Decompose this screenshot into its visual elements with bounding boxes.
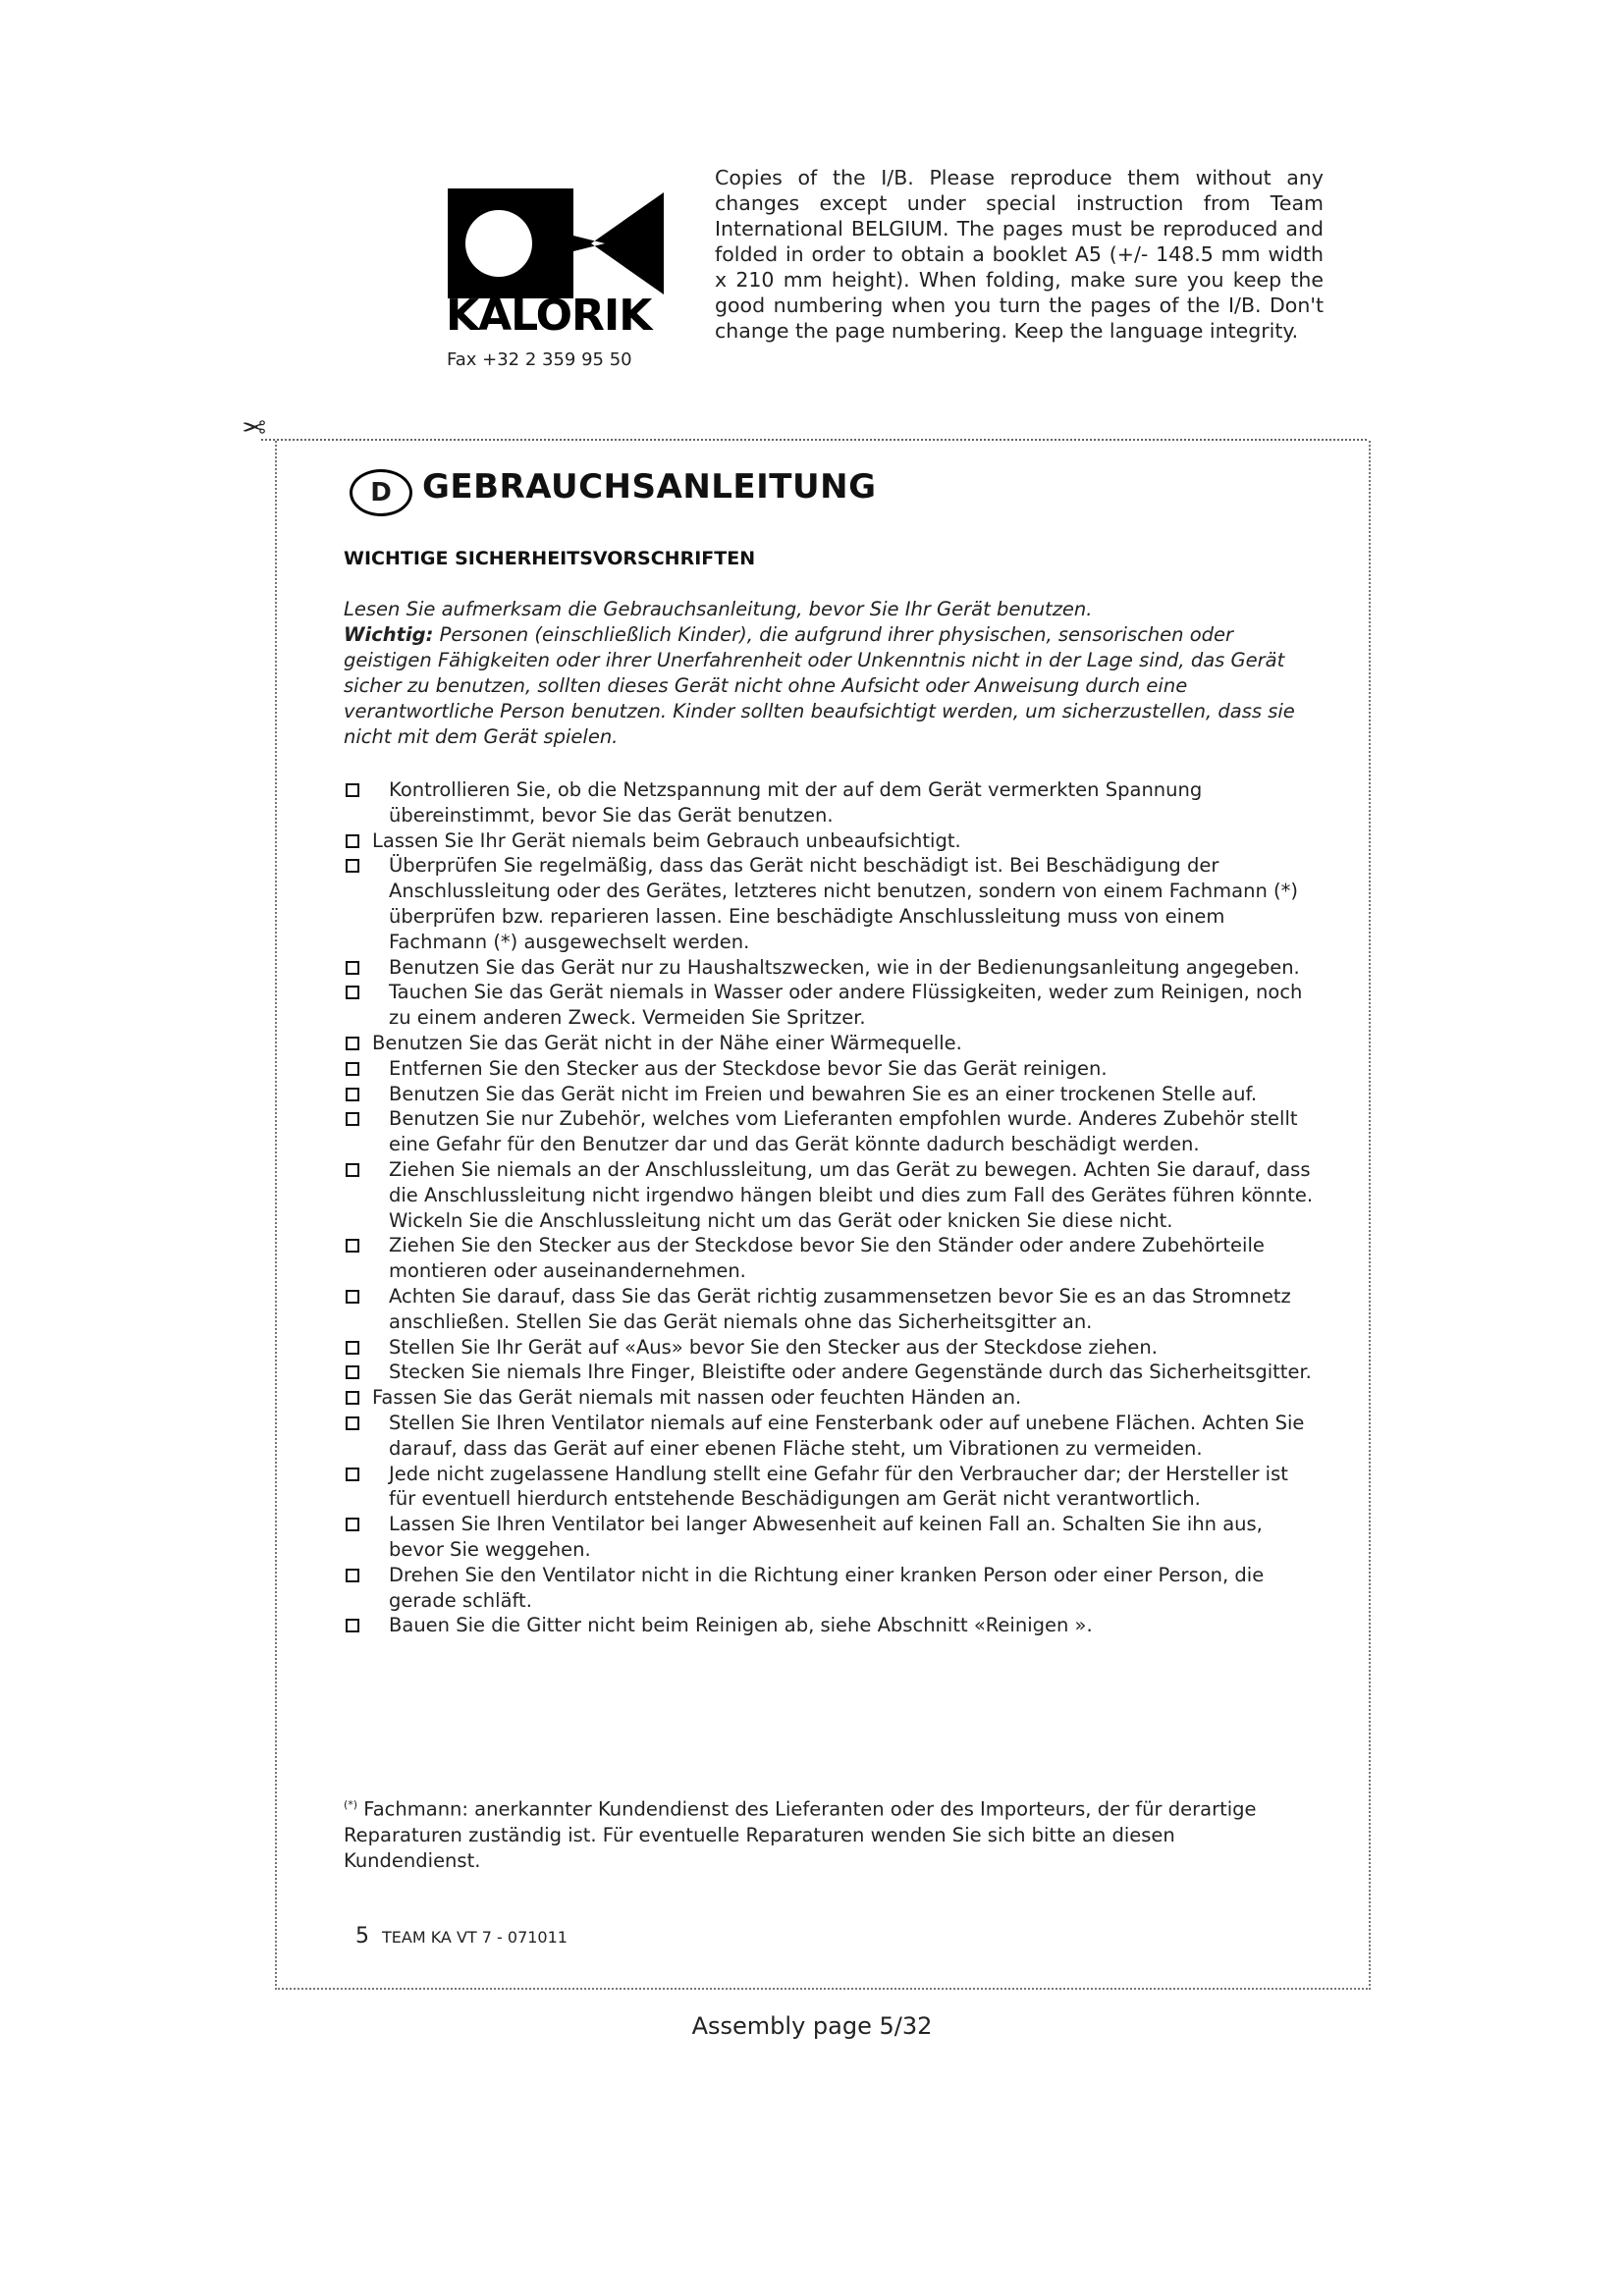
checkbox-icon xyxy=(346,986,359,999)
fax-number: Fax +32 2 359 95 50 xyxy=(447,349,632,370)
list-item: Benutzen Sie das Gerät nur zu Haushaltszwecken, wie in der Bedienungsanleitung angegeben. xyxy=(344,955,1316,981)
list-item: Jede nicht zugelassene Handlung stellt eine Gefahr für den Verbraucher dar; der Hersteller ist für eventuell hierdurch entstehende Beschädigungen am Gerät nicht verantwortlich. xyxy=(344,1462,1316,1513)
checkbox-icon xyxy=(346,1416,359,1430)
checkbox-icon xyxy=(346,1468,359,1481)
list-item: Überprüfen Sie regelmäßig, dass das Gerät nicht beschädigt ist. Bei Beschädigung der Anschlussleitung oder des Gerätes, letzteres nicht benutzen, sondern von einem Fachmann (*) überprüfen bzw. reparieren lassen. Eine beschädigte Anschlussleitung muss von einem Fachmann (*) ausgewechselt werden. xyxy=(344,853,1316,954)
list-item: Kontrollieren Sie, ob die Netzspannung mit der auf dem Gerät vermerkten Spannung übereinstimmt, bevor Sie das Gerät benutzen. xyxy=(344,777,1316,828)
checkbox-icon xyxy=(346,1518,359,1531)
intro-line: Lesen Sie aufmerksam die Gebrauchsanleitung, bevor Sie Ihr Gerät benutzen. xyxy=(344,598,1093,620)
page-number: 5 xyxy=(355,1924,369,1949)
page-footer xyxy=(355,1924,568,1949)
list-item: Bauen Sie die Gitter nicht beim Reinigen ab, siehe Abschnitt «Reinigen ». xyxy=(344,1613,1316,1638)
checkbox-icon xyxy=(346,1391,359,1405)
list-item: Lassen Sie Ihr Gerät niemals beim Gebrauch unbeaufsichtigt. xyxy=(344,828,1316,854)
scissors-icon: ✂ xyxy=(242,408,267,443)
checkbox-icon xyxy=(346,783,359,797)
copy-instructions: Copies of the I/B. Please reproduce them without any changes except under special instruction from Team International BELGIUM. The pages must be reproduced and folded in order to obtain a booklet A5 (+/- 148.5 mm width x 210 mm height). When folding, make sure you keep the good numbering when you turn the pages of the I/B. Don't change the page numbering. Keep the language integrity. xyxy=(715,166,1324,343)
footnote-text: Fachmann: anerkannter Kundendienst des Lieferanten oder des Importeurs, der für derartige Reparaturen zuständig ist. Für eventuelle Reparaturen wenden Sie sich bitte an diesen Kundendienst. xyxy=(344,1797,1257,1872)
checkbox-icon xyxy=(346,1341,359,1355)
list-item: Ziehen Sie niemals an der Anschlussleitung, um das Gerät zu bewegen. Achten Sie darauf, dass die Anschlussleitung nicht irgendwo hängen bleibt und dies zum Fall des Gerätes führen könnte. Wickeln Sie die Anschlussleitung nicht um das Gerät oder knicken Sie diese nicht. xyxy=(344,1157,1316,1233)
checkbox-icon xyxy=(346,834,359,848)
list-item: Benutzen Sie nur Zubehör, welches vom Lieferanten empfohlen wurde. Anderes Zubehör stellt eine Gefahr für den Benutzer dar und das Gerät könnte dadurch beschädigt werden. xyxy=(344,1106,1316,1157)
checkbox-icon xyxy=(346,961,359,975)
list-item: Benutzen Sie das Gerät nicht im Freien und bewahren Sie es an einer trockenen Stelle auf. xyxy=(344,1082,1316,1107)
checkbox-icon xyxy=(346,1239,359,1253)
list-item: Tauchen Sie das Gerät niemals in Wasser oder andere Flüssigkeiten, weder zum Reinigen, noch zu einem anderen Zweck. Vermeiden Sie Spritzer. xyxy=(344,980,1316,1031)
safety-rules-list xyxy=(344,777,1316,1638)
list-item: Benutzen Sie das Gerät nicht in der Nähe einer Wärmequelle. xyxy=(344,1031,1316,1056)
assembly-page-label: Assembly page 5/32 xyxy=(691,2012,933,2040)
footnote-mark: (*) xyxy=(344,1798,358,1811)
intro-rest: Personen (einschließlich Kinder), die aufgrund ihrer physischen, sensorischen oder geistigen Fähigkeiten oder ihrer Unerfahrenheit oder Unkenntnis nicht in der Lage sind, das Gerät sicher zu benutzen, sollten dieses Gerät nicht ohne Aufsicht oder Anweisung durch eine verantwortliche Person benutzen. Kinder sollten beaufsichtigt werden, um sicherzustellen, dass sie nicht mit dem Gerät spielen. xyxy=(344,623,1295,748)
intro-paragraph xyxy=(344,597,1316,750)
footnote xyxy=(344,1792,1316,1874)
checkbox-icon xyxy=(346,1037,359,1050)
language-badge: D xyxy=(350,469,412,516)
document-title: GEBRAUCHSANLEITUNG xyxy=(422,467,877,507)
section-heading: WICHTIGE SICHERHEITSVORSCHRIFTEN xyxy=(344,548,756,569)
checkbox-icon xyxy=(346,1088,359,1101)
checkbox-icon xyxy=(346,1163,359,1177)
list-item: Entfernen Sie den Stecker aus der Steckdose bevor Sie das Gerät reinigen. xyxy=(344,1056,1316,1082)
list-item: Achten Sie darauf, dass Sie das Gerät richtig zusammensetzen bevor Sie es an das Stromnetz anschließen. Stellen Sie das Gerät niemals ohne das Sicherheitsgitter an. xyxy=(344,1284,1316,1335)
intro-warning xyxy=(344,622,1316,750)
checkbox-icon xyxy=(346,1290,359,1304)
kalorik-logo xyxy=(446,188,664,341)
page-code: TEAM KA VT 7 - 071011 xyxy=(382,1928,568,1947)
intro-bold: Wichtig: xyxy=(344,623,434,646)
checkbox-icon xyxy=(346,1569,359,1582)
checkbox-icon xyxy=(346,1365,359,1379)
checkbox-icon xyxy=(346,1619,359,1632)
kalorik-logo-mark xyxy=(448,188,664,298)
list-item: Stecken Sie niemals Ihre Finger, Bleistifte oder andere Gegenstände durch das Sicherheitsgitter. xyxy=(344,1360,1316,1385)
list-item: Stellen Sie Ihr Gerät auf «Aus» bevor Sie den Stecker aus der Steckdose ziehen. xyxy=(344,1335,1316,1361)
brand-wordmark: KALORIK xyxy=(446,291,652,341)
list-item: Stellen Sie Ihren Ventilator niemals auf eine Fensterbank oder auf unebene Flächen. Achten Sie darauf, dass das Gerät auf einer ebenen Fläche steht, um Vibrationen zu vermeiden. xyxy=(344,1411,1316,1462)
list-item: Ziehen Sie den Stecker aus der Steckdose bevor Sie den Ständer oder andere Zubehörteile montieren oder auseinandernehmen. xyxy=(344,1233,1316,1284)
checkbox-icon xyxy=(346,1062,359,1076)
list-item: Lassen Sie Ihren Ventilator bei langer Abwesenheit auf keinen Fall an. Schalten Sie ihn aus, bevor Sie weggehen. xyxy=(344,1512,1316,1563)
checkbox-icon xyxy=(346,859,359,873)
checkbox-icon xyxy=(346,1112,359,1126)
list-item: Fassen Sie das Gerät niemals mit nassen oder feuchten Händen an. xyxy=(344,1385,1316,1411)
list-item: Drehen Sie den Ventilator nicht in die Richtung einer kranken Person oder einer Person, die gerade schläft. xyxy=(344,1563,1316,1614)
